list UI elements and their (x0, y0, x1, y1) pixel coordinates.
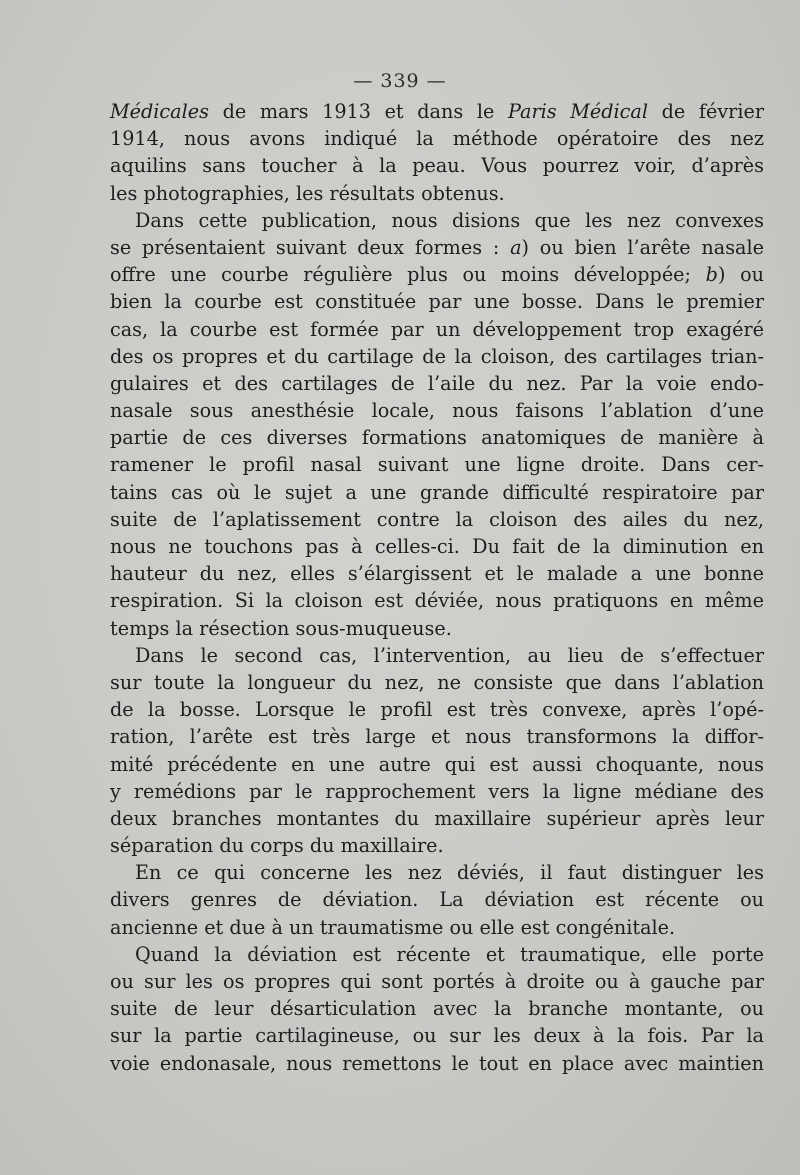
text-line (110, 152, 764, 179)
text-line (110, 98, 764, 125)
text-run: séparation du corps du maxillaire. (110, 834, 444, 858)
text-run: voie endonasale, nous remettons le tout en place avec maintien (110, 1051, 764, 1075)
italic-text: Paris Médical (507, 100, 648, 123)
text-line (110, 370, 764, 397)
text-run: ramener le profil nasal suivant une ligne droite. Dans cer- (110, 453, 764, 477)
text-run: les photographies, les résultats obtenus. (110, 181, 505, 205)
text-run: deux branches montantes du maxillaire supérieur après leur (110, 806, 764, 830)
text-run: cas, la courbe est formée par un développement trop exagéré (110, 317, 764, 341)
text-run: suite de leur désarticulation avec la branche montante, ou (110, 997, 764, 1021)
text-line (110, 397, 764, 424)
text-line (110, 587, 764, 614)
text-run: de février (647, 100, 764, 123)
text-run: mité précédente en une autre qui est aussi choquante, nous (110, 752, 764, 776)
text-run: des os propres et du cartilage de la cloison, des cartilages trian- (110, 344, 764, 368)
text-line (110, 316, 764, 343)
page-number: — 339 — (353, 70, 447, 92)
text-line (110, 180, 764, 207)
text-line (110, 968, 764, 995)
text-run: En ce qui concerne les nez déviés, il faut distinguer les (135, 861, 764, 885)
text-run: de mars 1913 et dans le (208, 100, 508, 123)
text-run: temps la résection sous-muqueuse. (110, 616, 452, 640)
text-line (110, 642, 764, 669)
text-run: bien la courbe est constituée par une bosse. Dans le premier (110, 290, 764, 314)
text-run: tains cas où le sujet a une grande difficulté respiratoire par (110, 480, 764, 504)
text-line (110, 125, 764, 152)
text-run: nasale sous anesthésie locale, nous faisons l’ablation d’une (110, 399, 764, 423)
text-run: nous ne touchons pas à celles-ci. Du fait de la diminution en (110, 535, 764, 558)
text-line (110, 832, 764, 859)
text-run: sur toute la longueur du nez, ne consiste que dans l’ablation (110, 670, 764, 694)
text-run: gulaires et des cartilages de l’aile du nez. Par la voie endo- (110, 371, 764, 395)
text-line (110, 615, 764, 642)
text-run: divers genres de déviation. La déviation est récente ou (110, 888, 764, 912)
text-line (110, 288, 764, 315)
text-line (110, 696, 764, 723)
text-run: ) ou bien l’arête nasale (521, 235, 764, 259)
text-line (110, 234, 764, 261)
text-line (110, 261, 764, 288)
text-line (110, 1050, 764, 1077)
text-run: Dans le second cas, l’intervention, au lieu de s’effectuer (135, 643, 764, 667)
text-line (110, 207, 764, 234)
italic-text: Médicales (110, 100, 209, 123)
text-run: ) ou (717, 263, 764, 287)
text-run: offre une courbe régulière plus ou moins développée; (110, 263, 706, 287)
text-run: partie de ces diverses formations anatomiques de manière à (110, 426, 764, 450)
text-run: se présentaient suivant deux formes : (110, 235, 511, 259)
text-run: hauteur du nez, elles s’élargissent et le malade a une bonne (110, 562, 764, 586)
text-line (110, 751, 764, 778)
text-line (110, 1022, 764, 1049)
text-line (110, 506, 764, 533)
text-run: aquilins sans toucher à la peau. Vous pourrez voir, d’après (110, 154, 764, 178)
italic-text: b (705, 263, 718, 287)
text-run: respiration. Si la cloison est déviée, nous pratiquons en même (110, 589, 764, 613)
text-line (110, 886, 764, 913)
text-run: suite de l’aplatissement contre la cloison des ailes du nez, (110, 507, 764, 531)
text-line (110, 451, 764, 478)
text-line (110, 560, 764, 587)
text-run: sur la partie cartilagineuse, ou sur les deux à la fois. Par la (110, 1024, 764, 1048)
text-line (110, 805, 764, 832)
text-run: Dans cette publication, nous disions que les nez convexes (135, 208, 764, 232)
text-line (110, 424, 764, 451)
text-run: Quand la déviation est récente et traumatique, elle porte (135, 942, 764, 966)
text-run: ou sur les os propres qui sont portés à droite ou à gauche par (110, 970, 764, 993)
text-run: y remédions par le rapprochement vers la ligne médiane des (110, 779, 764, 803)
text-line (110, 479, 764, 506)
text-run: de la bosse. Lorsque le profil est très convexe, après l’opé- (110, 698, 764, 722)
text-line (110, 723, 764, 750)
text-run: ancienne et due à un traumatisme ou elle est congénitale. (110, 915, 676, 939)
text-line (110, 669, 764, 696)
italic-text: a (510, 235, 522, 259)
body-text (110, 98, 764, 1077)
text-line (110, 859, 764, 886)
text-line (110, 914, 764, 941)
text-line (110, 778, 764, 805)
text-line (110, 533, 764, 560)
text-line (110, 941, 764, 968)
text-run: ration, l’arête est très large et nous transformons la diffor- (110, 725, 764, 749)
text-line (110, 995, 764, 1022)
text-run: 1914, nous avons indiqué la méthode opératoire des nez (110, 127, 764, 151)
text-line (110, 343, 764, 370)
